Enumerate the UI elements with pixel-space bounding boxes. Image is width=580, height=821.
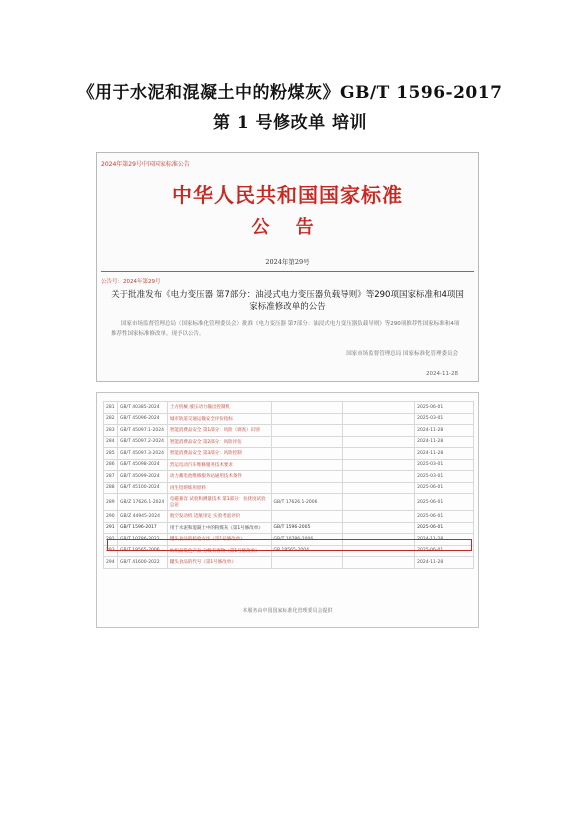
row-standard-code: GB/T 1596-2017 <box>117 522 167 534</box>
row-replaced-standard: GB 19565-2004 <box>271 545 343 557</box>
row-replaced-standard <box>271 459 343 471</box>
row-standard-code: GB/Z 44945-2024 <box>117 511 167 523</box>
notice-gonggao: 公 告 <box>251 217 324 238</box>
row-standard-code: GB/T 45096-2024 <box>117 413 167 425</box>
row-blank-cell <box>343 448 415 460</box>
row-standard-code: GB/T 40385-2024 <box>117 402 167 414</box>
document-title: 《用于水泥和混凝土中的粉煤灰》GB/T 1596-2017 <box>77 83 503 103</box>
row-standard-name: 智能消费品安全 第3部分：风险控制 <box>167 448 271 460</box>
row-standard-name: 再生铝熔炼用原料 <box>167 482 271 494</box>
row-index: 290 <box>104 511 118 523</box>
row-standard-name: 土方机械 液压动力输出控制机 <box>167 402 271 414</box>
row-effective-date: 2025-06-01 <box>415 494 474 511</box>
notice-header-small: 2024年第29号中国国家标准公告 <box>101 161 190 168</box>
notice-date: 2024-11-28 <box>426 371 458 377</box>
row-effective-date: 2024-11-28 <box>415 436 474 448</box>
row-replaced-standard <box>271 436 343 448</box>
row-index: 282 <box>104 413 118 425</box>
row-standard-name: 城市轨道交通运输安全评价指标 <box>167 413 271 425</box>
row-replaced-standard <box>271 448 343 460</box>
row-effective-date: 2025-03-01 <box>415 413 474 425</box>
row-standard-code: GB/T 45097.2-2024 <box>117 436 167 448</box>
row-standard-code: GB/T 19565-2006 <box>117 545 167 557</box>
notice-heading: 中华人民共和国国家标准 <box>172 183 403 207</box>
table-row <box>104 413 474 425</box>
row-index: 284 <box>104 436 118 448</box>
row-standard-code: GB/T 41600-2022 <box>117 557 167 569</box>
row-effective-date: 2025-06-01 <box>415 522 474 534</box>
row-index: 286 <box>104 459 118 471</box>
table-row <box>104 522 474 534</box>
document-subtitle: 第 1 号修改单 培训 <box>212 113 368 133</box>
row-blank-cell <box>343 402 415 414</box>
table-row <box>104 494 474 511</box>
row-standard-code: GB/Z 17626.1-2024 <box>117 494 167 511</box>
red-divider <box>101 271 474 272</box>
row-replaced-standard: GB/T 17626.1-2006 <box>271 494 343 511</box>
row-effective-date: 2024-11-28 <box>415 557 474 569</box>
row-replaced-standard <box>271 425 343 437</box>
row-standard-code: GB/T 45100-2024 <box>117 482 167 494</box>
row-standard-name: 智能消费品安全 第1部分：风险（调查）识别 <box>167 425 271 437</box>
row-standard-name: 动力蓄电池维修服务站通用技术条件 <box>167 471 271 483</box>
table-row <box>104 436 474 448</box>
standards-table-image <box>96 392 479 628</box>
row-index: 294 <box>104 557 118 569</box>
table-row <box>104 557 474 569</box>
row-standard-name: 用于水泥和混凝土中的粉煤灰《第1号修改单》 <box>167 522 271 534</box>
notice-body: 国家市场监督管理总局（国家标准化管理委员会）批准《电力变压器 第7部分：油浸式电力变压器负载导则》等290项推荐性国家标准和4项推荐性国家标准修改单，现予以公告。 <box>111 321 460 337</box>
row-effective-date: 2024-11-28 <box>415 448 474 460</box>
row-standard-name: 电磁兼容 试验和测量技术 第1部分：抗扰度试验总论 <box>167 494 271 511</box>
row-standard-code: GB/T 10786-2022 <box>117 534 167 546</box>
row-standard-name: 罐头食品的检验方法《第1号修改单》 <box>167 534 271 546</box>
row-standard-name: 纺织品染色产品 分级有害物《第1号修改单》 <box>167 545 271 557</box>
row-effective-date: 2025-06-01 <box>415 482 474 494</box>
row-blank-cell <box>343 471 415 483</box>
row-blank-cell <box>343 436 415 448</box>
row-blank-cell <box>343 511 415 523</box>
notice-subject: 关于批准发布《电力变压器 第7部分：油浸式电力变压器负载导则》等290项国家标准和4项国家标准修改单的公告 <box>111 290 464 312</box>
row-replaced-standard <box>271 471 343 483</box>
row-replaced-standard <box>271 482 343 494</box>
row-standard-name: 营运电动汽车维修服务技术要求 <box>167 459 271 471</box>
announcement-image <box>96 152 479 382</box>
row-index: 281 <box>104 402 118 414</box>
table-row <box>104 459 474 471</box>
row-blank-cell <box>343 522 415 534</box>
row-standard-code: GB/T 45097.1-2024 <box>117 425 167 437</box>
row-replaced-standard: GB/T 10786-2006 <box>271 534 343 546</box>
row-standard-code: GB/T 45099-2024 <box>117 471 167 483</box>
row-index: 293 <box>104 545 118 557</box>
row-blank-cell <box>343 557 415 569</box>
row-replaced-standard <box>271 413 343 425</box>
row-replaced-standard <box>271 557 343 569</box>
row-standard-name: 智能消费品安全 第2部分：风险评估 <box>167 436 271 448</box>
row-effective-date: 2025-03-01 <box>415 459 474 471</box>
row-index: 287 <box>104 471 118 483</box>
row-effective-date: 2025-03-01 <box>415 471 474 483</box>
row-standard-code: GB/T 45097.3-2024 <box>117 448 167 460</box>
notice-signature: 国家市场监督管理总局 国家标准化管理委员会 <box>346 351 458 357</box>
row-effective-date: 2025-06-01 <box>415 402 474 414</box>
row-standard-code: GB/T 45098-2024 <box>117 459 167 471</box>
row-effective-date: 2024-11-28 <box>415 534 474 546</box>
row-blank-cell <box>343 413 415 425</box>
notice-header-small-2: 公告号：2024年第29号 <box>101 279 161 285</box>
row-index: 292 <box>104 534 118 546</box>
row-blank-cell <box>343 425 415 437</box>
row-index: 283 <box>104 425 118 437</box>
notice-number: 2024年第29号 <box>265 258 310 266</box>
row-replaced-standard: GB/T 1596-2005 <box>271 522 343 534</box>
row-standard-name: 航空发动机 适航审定 实验考虑评价 <box>167 511 271 523</box>
row-index: 289 <box>104 494 118 511</box>
row-replaced-standard <box>271 511 343 523</box>
row-blank-cell <box>343 494 415 511</box>
row-standard-name: 罐头食品的代号《第1号修改单》 <box>167 557 271 569</box>
row-effective-date: 2024-11-28 <box>415 425 474 437</box>
row-index: 291 <box>104 522 118 534</box>
table-row <box>104 402 474 414</box>
row-effective-date: 2025-06-01 <box>415 545 474 557</box>
table-row <box>104 425 474 437</box>
row-index: 288 <box>104 482 118 494</box>
row-replaced-standard <box>271 402 343 414</box>
table-row <box>104 471 474 483</box>
table-footer: 本服务由中国国家标准化管理委员会提供 <box>242 608 333 614</box>
table-row <box>104 482 474 494</box>
row-blank-cell <box>343 482 415 494</box>
highlight-box <box>107 539 472 551</box>
row-effective-date: 2025-06-01 <box>415 511 474 523</box>
row-blank-cell <box>343 459 415 471</box>
row-index: 285 <box>104 448 118 460</box>
table-row <box>104 448 474 460</box>
table-row <box>104 511 474 523</box>
